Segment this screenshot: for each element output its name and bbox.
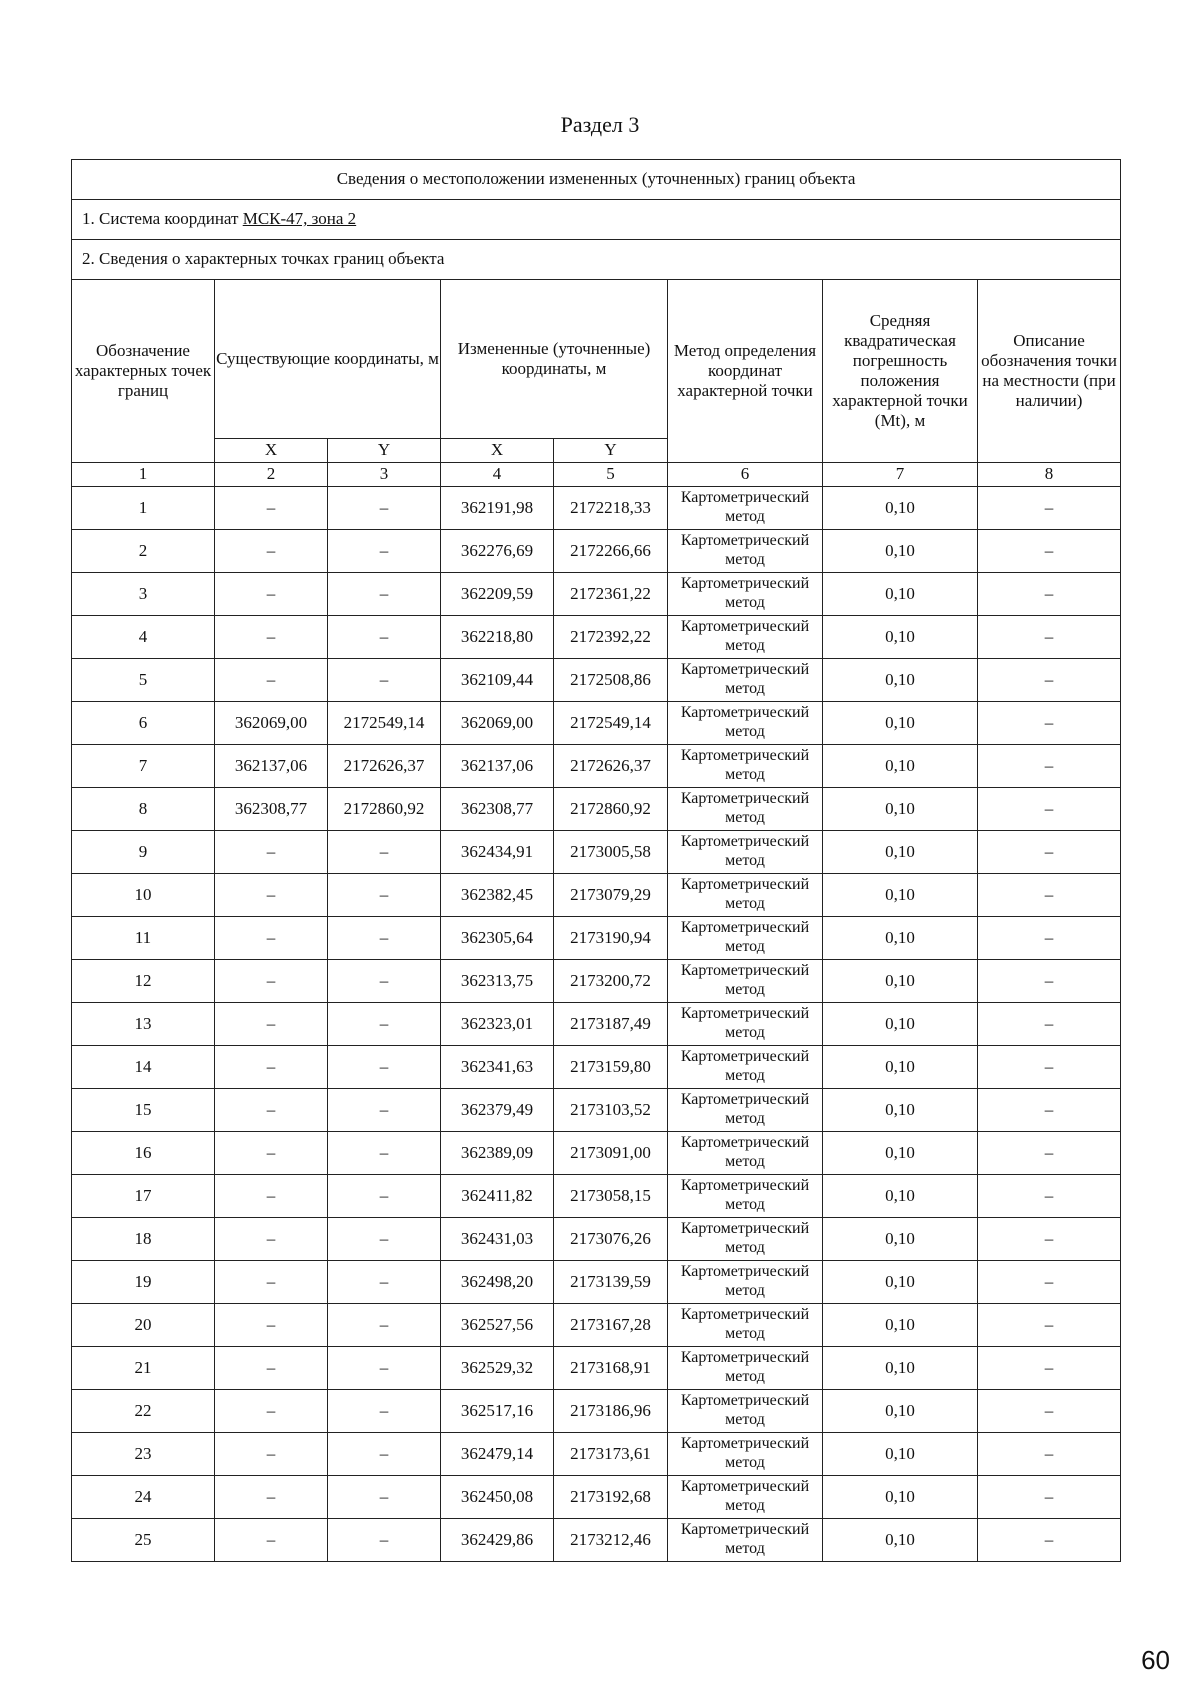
point-number-cell: 23	[72, 1433, 215, 1476]
point-number-cell: 4	[72, 616, 215, 659]
existing-x-cell: –	[215, 874, 328, 917]
changed-y-cell: 2173186,96	[554, 1390, 668, 1433]
changed-x-cell: 362527,56	[441, 1304, 554, 1347]
mt-cell: 0,10	[823, 874, 978, 917]
header-description: Описание обозначения точки на местности (при наличии)	[978, 280, 1121, 463]
changed-x-cell: 362411,82	[441, 1175, 554, 1218]
point-number-cell: 11	[72, 917, 215, 960]
description-cell: –	[978, 1304, 1121, 1347]
point-number-cell: 1	[72, 487, 215, 530]
changed-x-cell: 362323,01	[441, 1003, 554, 1046]
method-cell: Картометрический метод	[668, 530, 823, 573]
changed-x-cell: 362517,16	[441, 1390, 554, 1433]
mt-cell: 0,10	[823, 1261, 978, 1304]
mt-cell: 0,10	[823, 1175, 978, 1218]
existing-x-cell: –	[215, 1218, 328, 1261]
col-number: 2	[215, 463, 328, 487]
mt-cell: 0,10	[823, 1132, 978, 1175]
mt-cell: 0,10	[823, 1089, 978, 1132]
changed-y-cell: 2172266,66	[554, 530, 668, 573]
mt-cell: 0,10	[823, 745, 978, 788]
existing-x-cell: –	[215, 487, 328, 530]
method-cell: Картометрический метод	[668, 1175, 823, 1218]
point-number-cell: 14	[72, 1046, 215, 1089]
point-number-cell: 2	[72, 530, 215, 573]
method-cell: Картометрический метод	[668, 1046, 823, 1089]
existing-y-cell: –	[328, 917, 441, 960]
changed-y-cell: 2173159,80	[554, 1046, 668, 1089]
table-row	[72, 573, 1121, 616]
existing-x-cell: –	[215, 530, 328, 573]
method-cell: Картометрический метод	[668, 1390, 823, 1433]
description-cell: –	[978, 487, 1121, 530]
mt-cell: 0,10	[823, 831, 978, 874]
changed-y-cell: 2173173,61	[554, 1433, 668, 1476]
method-cell: Картометрический метод	[668, 487, 823, 530]
description-cell: –	[978, 1433, 1121, 1476]
existing-y-cell: –	[328, 1046, 441, 1089]
changed-x-cell: 362379,49	[441, 1089, 554, 1132]
point-number-cell: 7	[72, 745, 215, 788]
col-number: 1	[72, 463, 215, 487]
subheader-existing-y: Y	[328, 439, 441, 463]
col-number: 5	[554, 463, 668, 487]
mt-cell: 0,10	[823, 616, 978, 659]
table-row	[72, 1304, 1121, 1347]
method-cell: Картометрический метод	[668, 745, 823, 788]
method-cell: Картометрический метод	[668, 1304, 823, 1347]
existing-y-cell: –	[328, 616, 441, 659]
changed-x-cell: 362382,45	[441, 874, 554, 917]
changed-y-cell: 2172392,22	[554, 616, 668, 659]
changed-y-cell: 2173103,52	[554, 1089, 668, 1132]
changed-y-cell: 2173005,58	[554, 831, 668, 874]
existing-y-cell: –	[328, 1089, 441, 1132]
changed-x-cell: 362137,06	[441, 745, 554, 788]
mt-cell: 0,10	[823, 659, 978, 702]
changed-y-cell: 2173190,94	[554, 917, 668, 960]
mt-cell: 0,10	[823, 702, 978, 745]
changed-x-cell: 362429,86	[441, 1519, 554, 1562]
mt-cell: 0,10	[823, 788, 978, 831]
header-changed-coords: Измененные (уточненные) координаты, м	[441, 280, 668, 439]
description-cell: –	[978, 659, 1121, 702]
point-number-cell: 5	[72, 659, 215, 702]
mt-cell: 0,10	[823, 960, 978, 1003]
point-number-cell: 18	[72, 1218, 215, 1261]
mt-cell: 0,10	[823, 1476, 978, 1519]
changed-y-cell: 2173200,72	[554, 960, 668, 1003]
points-heading: 2. Сведения о характерных точках границ объекта	[72, 240, 1121, 280]
changed-y-cell: 2173139,59	[554, 1261, 668, 1304]
col-number: 4	[441, 463, 554, 487]
point-number-cell: 8	[72, 788, 215, 831]
point-number-cell: 9	[72, 831, 215, 874]
description-cell: –	[978, 1046, 1121, 1089]
mt-cell: 0,10	[823, 917, 978, 960]
changed-y-cell: 2172218,33	[554, 487, 668, 530]
existing-x-cell: –	[215, 659, 328, 702]
mt-cell: 0,10	[823, 1218, 978, 1261]
point-number-cell: 22	[72, 1390, 215, 1433]
existing-y-cell: –	[328, 874, 441, 917]
existing-x-cell: 362069,00	[215, 702, 328, 745]
existing-y-cell: –	[328, 659, 441, 702]
method-cell: Картометрический метод	[668, 1261, 823, 1304]
description-cell: –	[978, 874, 1121, 917]
existing-x-cell: –	[215, 616, 328, 659]
changed-x-cell: 362529,32	[441, 1347, 554, 1390]
method-cell: Картометрический метод	[668, 616, 823, 659]
header-row	[72, 280, 1121, 439]
table-body	[72, 160, 1121, 1562]
point-number-cell: 17	[72, 1175, 215, 1218]
description-cell: –	[978, 1218, 1121, 1261]
caption-row	[72, 160, 1121, 200]
table-row	[72, 1175, 1121, 1218]
changed-y-cell: 2173187,49	[554, 1003, 668, 1046]
header-point-designation: Обозначение характерных точек границ	[72, 280, 215, 463]
method-cell: Картометрический метод	[668, 1089, 823, 1132]
changed-x-cell: 362389,09	[441, 1132, 554, 1175]
table-row	[72, 1347, 1121, 1390]
subheader-existing-x: X	[215, 439, 328, 463]
existing-y-cell: 2172626,37	[328, 745, 441, 788]
changed-y-cell: 2173192,68	[554, 1476, 668, 1519]
point-number-cell: 12	[72, 960, 215, 1003]
point-number-cell: 19	[72, 1261, 215, 1304]
changed-y-cell: 2173168,91	[554, 1347, 668, 1390]
changed-x-cell: 362479,14	[441, 1433, 554, 1476]
existing-x-cell: –	[215, 960, 328, 1003]
description-cell: –	[978, 1476, 1121, 1519]
description-cell: –	[978, 788, 1121, 831]
header-method: Метод определения координат характерной точки	[668, 280, 823, 463]
table-row	[72, 1433, 1121, 1476]
changed-x-cell: 362308,77	[441, 788, 554, 831]
table-caption: Сведения о местоположении измененных (уточненных) границ объекта	[72, 160, 1121, 200]
existing-x-cell: –	[215, 831, 328, 874]
point-number-cell: 13	[72, 1003, 215, 1046]
col-number: 7	[823, 463, 978, 487]
table-row	[72, 960, 1121, 1003]
table-row	[72, 831, 1121, 874]
mt-cell: 0,10	[823, 1519, 978, 1562]
changed-x-cell: 362218,80	[441, 616, 554, 659]
mt-cell: 0,10	[823, 1390, 978, 1433]
existing-x-cell: –	[215, 1519, 328, 1562]
description-cell: –	[978, 1390, 1121, 1433]
table-row	[72, 1046, 1121, 1089]
existing-x-cell: –	[215, 1132, 328, 1175]
mt-cell: 0,10	[823, 1046, 978, 1089]
boundary-points-table	[71, 159, 1121, 1562]
existing-x-cell: 362137,06	[215, 745, 328, 788]
existing-y-cell: 2172549,14	[328, 702, 441, 745]
table-row	[72, 788, 1121, 831]
method-cell: Картометрический метод	[668, 1476, 823, 1519]
table-row	[72, 616, 1121, 659]
table-row	[72, 1476, 1121, 1519]
changed-x-cell: 362498,20	[441, 1261, 554, 1304]
mt-cell: 0,10	[823, 1433, 978, 1476]
description-cell: –	[978, 702, 1121, 745]
coord-system-row	[72, 200, 1121, 240]
existing-y-cell: –	[328, 1003, 441, 1046]
method-cell: Картометрический метод	[668, 1132, 823, 1175]
table-row	[72, 917, 1121, 960]
changed-y-cell: 2172361,22	[554, 573, 668, 616]
method-cell: Картометрический метод	[668, 702, 823, 745]
description-cell: –	[978, 831, 1121, 874]
existing-y-cell: –	[328, 960, 441, 1003]
point-number-cell: 25	[72, 1519, 215, 1562]
section-title: Раздел 3	[560, 112, 640, 137]
point-number-cell: 21	[72, 1347, 215, 1390]
existing-x-cell: 362308,77	[215, 788, 328, 831]
existing-y-cell: –	[328, 487, 441, 530]
changed-x-cell: 362341,63	[441, 1046, 554, 1089]
method-cell: Картометрический метод	[668, 1347, 823, 1390]
description-cell: –	[978, 616, 1121, 659]
method-cell: Картометрический метод	[668, 1519, 823, 1562]
existing-y-cell: –	[328, 1347, 441, 1390]
changed-x-cell: 362191,98	[441, 487, 554, 530]
changed-x-cell: 362069,00	[441, 702, 554, 745]
changed-x-cell: 362109,44	[441, 659, 554, 702]
table-row	[72, 1089, 1121, 1132]
page-number: 60	[1141, 1645, 1170, 1675]
changed-y-cell: 2172549,14	[554, 702, 668, 745]
changed-x-cell: 362209,59	[441, 573, 554, 616]
table-row	[72, 745, 1121, 788]
existing-x-cell: –	[215, 1046, 328, 1089]
table-row	[72, 702, 1121, 745]
mt-cell: 0,10	[823, 487, 978, 530]
table-row	[72, 1003, 1121, 1046]
header-mt: Средняя квадратическая погрешность положения характерной точки (Mt), м	[823, 280, 978, 463]
point-number-cell: 16	[72, 1132, 215, 1175]
point-number-cell: 15	[72, 1089, 215, 1132]
col-number: 3	[328, 463, 441, 487]
table-row	[72, 874, 1121, 917]
description-cell: –	[978, 1347, 1121, 1390]
existing-y-cell: –	[328, 831, 441, 874]
description-cell: –	[978, 917, 1121, 960]
method-cell: Картометрический метод	[668, 1218, 823, 1261]
changed-y-cell: 2173091,00	[554, 1132, 668, 1175]
col-number: 8	[978, 463, 1121, 487]
point-number-cell: 3	[72, 573, 215, 616]
description-cell: –	[978, 1519, 1121, 1562]
coord-system-value: МСК-47, зона 2	[242, 209, 357, 229]
mt-cell: 0,10	[823, 1347, 978, 1390]
table-row	[72, 1261, 1121, 1304]
subheader-changed-x: X	[441, 439, 554, 463]
existing-x-cell: –	[215, 1347, 328, 1390]
existing-x-cell: –	[215, 1089, 328, 1132]
table-row	[72, 1132, 1121, 1175]
existing-y-cell: –	[328, 1175, 441, 1218]
method-cell: Картометрический метод	[668, 831, 823, 874]
table-row	[72, 1218, 1121, 1261]
coord-system-label: 1. Система координат	[82, 209, 243, 229]
point-number-cell: 10	[72, 874, 215, 917]
existing-x-cell: –	[215, 573, 328, 616]
description-cell: –	[978, 1089, 1121, 1132]
changed-y-cell: 2173076,26	[554, 1218, 668, 1261]
changed-x-cell: 362431,03	[441, 1218, 554, 1261]
points-heading-row	[72, 240, 1121, 280]
method-cell: Картометрический метод	[668, 788, 823, 831]
method-cell: Картометрический метод	[668, 573, 823, 616]
table-row	[72, 659, 1121, 702]
changed-y-cell: 2173212,46	[554, 1519, 668, 1562]
existing-y-cell: 2172860,92	[328, 788, 441, 831]
existing-x-cell: –	[215, 1390, 328, 1433]
table-row	[72, 487, 1121, 530]
description-cell: –	[978, 960, 1121, 1003]
existing-y-cell: –	[328, 1261, 441, 1304]
changed-y-cell: 2172508,86	[554, 659, 668, 702]
method-cell: Картометрический метод	[668, 1003, 823, 1046]
col-number: 6	[668, 463, 823, 487]
point-number-cell: 24	[72, 1476, 215, 1519]
changed-y-cell: 2173079,29	[554, 874, 668, 917]
changed-y-cell: 2173058,15	[554, 1175, 668, 1218]
existing-y-cell: –	[328, 1304, 441, 1347]
point-number-cell: 6	[72, 702, 215, 745]
existing-y-cell: –	[328, 1476, 441, 1519]
method-cell: Картометрический метод	[668, 1433, 823, 1476]
existing-y-cell: –	[328, 573, 441, 616]
description-cell: –	[978, 530, 1121, 573]
existing-x-cell: –	[215, 1261, 328, 1304]
subheader-changed-y: Y	[554, 439, 668, 463]
changed-y-cell: 2173167,28	[554, 1304, 668, 1347]
existing-y-cell: –	[328, 1132, 441, 1175]
table-row	[72, 1390, 1121, 1433]
description-cell: –	[978, 1132, 1121, 1175]
existing-y-cell: –	[328, 1433, 441, 1476]
method-cell: Картометрический метод	[668, 917, 823, 960]
description-cell: –	[978, 1175, 1121, 1218]
existing-x-cell: –	[215, 917, 328, 960]
mt-cell: 0,10	[823, 1003, 978, 1046]
description-cell: –	[978, 1261, 1121, 1304]
existing-y-cell: –	[328, 1390, 441, 1433]
mt-cell: 0,10	[823, 1304, 978, 1347]
method-cell: Картометрический метод	[668, 960, 823, 1003]
description-cell: –	[978, 745, 1121, 788]
changed-y-cell: 2172626,37	[554, 745, 668, 788]
header-existing-coords: Существующие координаты, м	[215, 280, 441, 439]
column-number-row	[72, 463, 1121, 487]
method-cell: Картометрический метод	[668, 659, 823, 702]
changed-x-cell: 362276,69	[441, 530, 554, 573]
changed-y-cell: 2172860,92	[554, 788, 668, 831]
mt-cell: 0,10	[823, 573, 978, 616]
method-cell: Картометрический метод	[668, 874, 823, 917]
existing-y-cell: –	[328, 1519, 441, 1562]
description-cell: –	[978, 1003, 1121, 1046]
existing-x-cell: –	[215, 1304, 328, 1347]
existing-x-cell: –	[215, 1003, 328, 1046]
coord-system-cell	[72, 200, 1121, 240]
existing-y-cell: –	[328, 1218, 441, 1261]
existing-x-cell: –	[215, 1433, 328, 1476]
changed-x-cell: 362305,64	[441, 917, 554, 960]
existing-x-cell: –	[215, 1175, 328, 1218]
changed-x-cell: 362450,08	[441, 1476, 554, 1519]
point-number-cell: 20	[72, 1304, 215, 1347]
description-cell: –	[978, 573, 1121, 616]
changed-x-cell: 362434,91	[441, 831, 554, 874]
table-row	[72, 530, 1121, 573]
existing-x-cell: –	[215, 1476, 328, 1519]
mt-cell: 0,10	[823, 530, 978, 573]
changed-x-cell: 362313,75	[441, 960, 554, 1003]
table-row	[72, 1519, 1121, 1562]
existing-y-cell: –	[328, 530, 441, 573]
